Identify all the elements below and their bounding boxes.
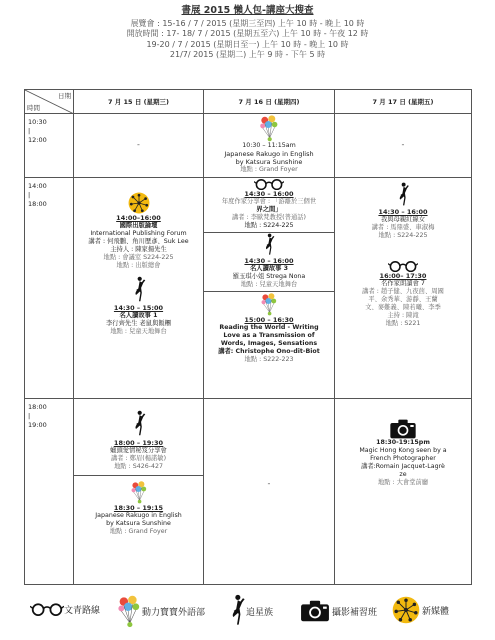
event-location: 地點 : S222-223 bbox=[244, 356, 294, 363]
header-line-3: 19-20 / 7 / 2015 (星期日至一) 上午 10 時 - 晚上 10 時 bbox=[146, 39, 349, 49]
event-speakers: 講者 : 何飛鵬、角川歷彥、Suk Lee bbox=[88, 238, 189, 245]
legend-item-dancer bbox=[228, 594, 273, 628]
event-title: Japanese Rakugo in English bbox=[224, 150, 314, 158]
time-slot-label: 18:00 | 19:00 bbox=[28, 403, 47, 429]
event-location: 地點 : 兒童天地舞台 bbox=[240, 281, 298, 288]
corner-date-label: 日期 bbox=[58, 92, 71, 100]
time-slot-morning bbox=[25, 114, 74, 178]
grid-corner bbox=[25, 90, 74, 114]
event-title: 我與母親紅線女 bbox=[380, 216, 426, 223]
day-header-15: 7 月 15 日 (星期三) bbox=[74, 90, 204, 114]
event-title: French Photographer bbox=[370, 455, 436, 462]
header-line-2: 開放時間 : 17- 18/ 7 / 2015 (星期五至六) 上午 10 時 - 午夜 12 時 bbox=[126, 29, 369, 38]
cell-16-evening bbox=[204, 399, 335, 585]
legend-label: 文青路線 bbox=[64, 605, 101, 616]
legend-item-balloons bbox=[116, 594, 205, 628]
balloons-icon bbox=[259, 292, 279, 316]
event-speakers: 講者 : 趙子健、九夜茴、周國 bbox=[362, 288, 444, 295]
event-time: 18:00 – 19:30 bbox=[113, 439, 164, 447]
event-time: 15:00 – 16:30 bbox=[244, 316, 294, 324]
event-speaker: 講者: Christophe Ono-dit-Biot bbox=[218, 348, 320, 355]
event-title: 年度作家分享會 : 「游離於三個世 bbox=[221, 198, 317, 205]
event-story-1[interactable] bbox=[74, 276, 203, 336]
day-header-16: 7 月 16 日 (星期四) bbox=[204, 90, 335, 114]
event-reading-world[interactable] bbox=[204, 292, 334, 364]
event-title: 界之間」 bbox=[256, 206, 282, 213]
event-time: 16:00– 17:30 bbox=[379, 272, 427, 280]
event-speaker: 講者:Romain Jacquet-Lagrè bbox=[361, 463, 445, 470]
event-location: 地點 : Grand Foyer bbox=[240, 166, 298, 173]
header-line-4: 21/7/ 2015 (星期二) 上午 9 時 - 下午 5 時 bbox=[169, 50, 326, 59]
event-speaker: 羅玉琪小姐 Strega Nona bbox=[232, 273, 306, 280]
event-host: 主持 : 陳滝 bbox=[387, 312, 419, 319]
event-location: 地點 : 出版總會 bbox=[116, 262, 161, 269]
event-location: 地點 : Grand Foyer bbox=[109, 528, 168, 535]
page-title: 書展 2015 懶人包-講座大搜查 bbox=[181, 5, 314, 16]
dancer-icon bbox=[228, 594, 246, 628]
camera-icon bbox=[389, 419, 417, 439]
event-time: 14:30 – 15:00 bbox=[113, 304, 164, 312]
event-speaker: 講者 : 鄭眉(楊諾敏) bbox=[110, 455, 167, 462]
cell-16-afternoon bbox=[204, 178, 335, 399]
dancer-icon bbox=[262, 233, 276, 257]
event-story-3[interactable] bbox=[204, 233, 334, 292]
empty-dash: - bbox=[267, 479, 271, 488]
glasses-icon bbox=[254, 178, 284, 190]
event-title: Japanese Rakugo in English bbox=[95, 512, 182, 519]
event-speakers: 文、麥難義、陳若曦、李季 bbox=[365, 304, 441, 311]
event-title: by Katsura Sunshine bbox=[106, 520, 171, 527]
cell-15-afternoon bbox=[74, 178, 204, 399]
event-title: Words, Images, Sensations bbox=[220, 340, 318, 347]
glasses-icon bbox=[388, 260, 418, 272]
time-slot-afternoon bbox=[25, 178, 74, 399]
event-title: 名作家朗讀會 7 bbox=[381, 280, 425, 287]
header-line-1: 展覽會 : 15-16 / 7 / 2015 (星期三至四) 上午 10 時 - 晚上 10 時 bbox=[130, 18, 365, 28]
event-title: 國際出版論壇 bbox=[119, 222, 158, 229]
legend-item-network bbox=[392, 596, 449, 624]
event-location: 地點 : S224-225 bbox=[378, 232, 428, 239]
event-time: 14:30 – 16:00 bbox=[244, 190, 294, 198]
event-photographer[interactable] bbox=[335, 419, 471, 487]
event-rakugo-morning[interactable] bbox=[204, 114, 334, 174]
event-speaker: 李行齊先生 老鼠與飯糰 bbox=[106, 320, 171, 327]
legend bbox=[30, 594, 470, 630]
event-location: 地點 : S221 bbox=[385, 320, 421, 327]
camera-icon bbox=[300, 600, 330, 622]
event-location: 地點 : 兒童天地舞台 bbox=[110, 328, 167, 335]
time-slot-label: 10:30 | 12:00 bbox=[28, 118, 47, 144]
cell-15-evening bbox=[74, 399, 204, 585]
event-rakugo-evening[interactable] bbox=[74, 480, 203, 536]
event-time: 18:30-19:15pm bbox=[376, 439, 430, 446]
event-time: 14:30 – 16:00 bbox=[378, 208, 428, 216]
legend-label: 動力寶寶外語部 bbox=[142, 607, 206, 618]
event-location: 地點 : S224-225 bbox=[244, 222, 294, 229]
event-location: 地點 : S426-427 bbox=[113, 463, 164, 470]
legend-label: 追星族 bbox=[246, 607, 274, 618]
event-title-en: International Publishing Forum bbox=[90, 230, 187, 237]
empty-dash: - bbox=[401, 140, 405, 149]
event-reading-7[interactable] bbox=[335, 260, 471, 328]
event-title: 蠟頭愛情秘笈分享會 bbox=[110, 447, 167, 454]
event-location: 地點 : 大會堂前廳 bbox=[377, 479, 429, 486]
event-time: 14:30 – 16:00 bbox=[244, 257, 294, 265]
event-host: 主持人 : 陳家揚先生 bbox=[110, 246, 167, 253]
network-icon bbox=[128, 192, 150, 214]
balloons-icon bbox=[129, 480, 149, 504]
cell-17-afternoon bbox=[335, 178, 472, 399]
event-speaker: ze bbox=[399, 471, 407, 478]
event-speaker: 講者 : 馬鼎盛、車淑梅 bbox=[371, 224, 435, 231]
event-mother-talk[interactable] bbox=[335, 182, 471, 240]
legend-label: 新媒體 bbox=[422, 606, 450, 617]
event-title: 名人讀故事 3 bbox=[249, 265, 289, 272]
event-title: 名人讀故事 1 bbox=[119, 312, 158, 319]
event-time: 18:30 – 19:15 bbox=[113, 504, 164, 512]
balloons-icon bbox=[258, 114, 280, 142]
dancer-icon bbox=[396, 182, 410, 208]
empty-dash: - bbox=[137, 140, 140, 149]
event-speakers: 平、余秀華、游靜、王蘭 bbox=[368, 296, 438, 303]
event-time: 10:30 – 11:15am bbox=[242, 142, 296, 149]
event-publishing-forum[interactable] bbox=[74, 192, 203, 270]
day-header-17: 7 月 17 日 (星期五) bbox=[335, 90, 472, 114]
legend-item-camera bbox=[300, 600, 377, 622]
event-title: Magic Hong Kong seen by a bbox=[359, 447, 447, 454]
event-time: 14:00–16:00 bbox=[116, 214, 161, 222]
dancer-icon bbox=[132, 409, 146, 439]
event-title: by Katsura Sunshine bbox=[235, 158, 303, 166]
time-slot-evening bbox=[25, 399, 74, 585]
event-title: Reading the World - Writing bbox=[219, 324, 319, 331]
corner-time-label: 時間 bbox=[27, 104, 40, 112]
cell-15-morning bbox=[74, 114, 204, 178]
glasses-icon bbox=[30, 602, 64, 616]
schedule-grid bbox=[24, 89, 472, 585]
balloons-icon bbox=[116, 594, 142, 628]
time-slot-label: 14:00 | 18:00 bbox=[28, 182, 47, 208]
cell-17-evening bbox=[335, 399, 472, 585]
legend-item-glasses bbox=[30, 602, 100, 616]
event-author-talk[interactable] bbox=[204, 178, 334, 233]
event-speaker: 講者 : 李歐梵教授(普通話) bbox=[231, 214, 306, 221]
dancer-icon bbox=[132, 276, 146, 304]
event-evening-love[interactable] bbox=[74, 409, 203, 476]
cell-16-morning bbox=[204, 114, 335, 178]
page-header bbox=[0, 6, 495, 61]
event-location: 地點 : 會議室 S224-225 bbox=[103, 254, 174, 261]
cell-17-morning bbox=[335, 114, 472, 178]
legend-label: 攝影補習班 bbox=[332, 607, 378, 618]
network-icon bbox=[392, 596, 420, 624]
event-title: Love as a Transmission of bbox=[223, 332, 315, 339]
